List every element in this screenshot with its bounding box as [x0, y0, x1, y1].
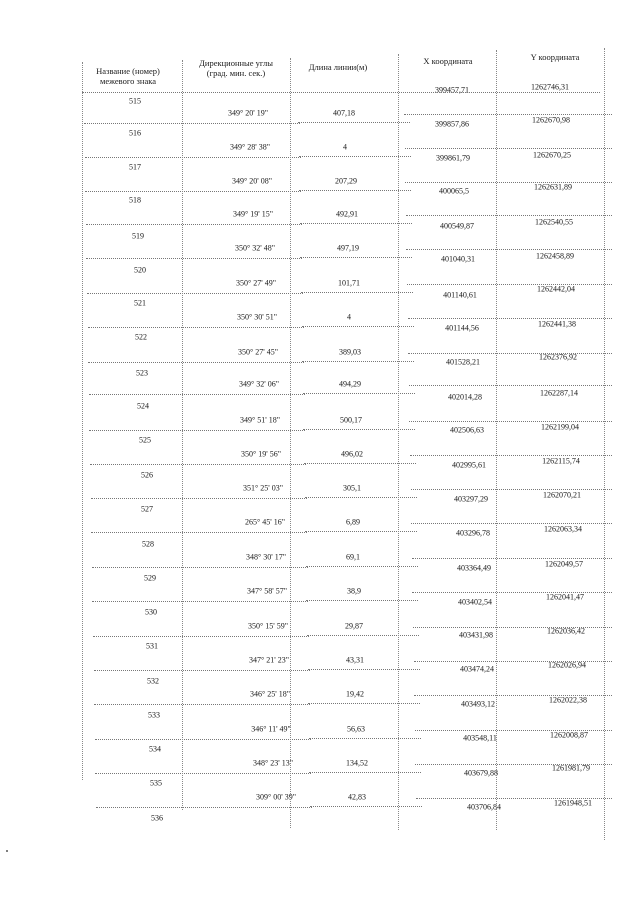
direction-angle: 350° 27' 49"	[236, 278, 276, 288]
line-length: 42,83	[348, 792, 366, 802]
row-rule	[94, 670, 310, 671]
x-coordinate: 403706,84	[467, 802, 501, 812]
scan-speck	[6, 850, 8, 852]
row-rule	[300, 257, 412, 258]
y-coordinate: 1262287,14	[540, 388, 578, 398]
row-rule	[302, 326, 414, 327]
row-rule	[308, 669, 420, 670]
x-coordinate: 402995,61	[452, 460, 486, 470]
y-coordinate: 1262746,31	[531, 82, 569, 92]
x-coordinate: 403679,88	[464, 768, 498, 778]
y-coordinate: 1262540,55	[535, 217, 573, 227]
row-rule	[309, 738, 421, 739]
row-rule	[408, 353, 612, 354]
y-coordinate: 1262670,25	[533, 150, 571, 160]
row-rule	[411, 489, 612, 490]
direction-angle: 349° 20' 19"	[228, 108, 268, 118]
direction-angle: 350° 30' 51"	[237, 312, 277, 322]
column-rule	[182, 60, 183, 810]
y-coordinate: 1262036,42	[547, 626, 585, 636]
direction-angle: 265° 45' 16"	[245, 517, 285, 527]
column-rule	[398, 54, 399, 830]
point-name: 521	[134, 298, 146, 308]
row-rule	[85, 157, 301, 158]
direction-angle: 348° 23' 13"	[253, 758, 293, 768]
row-rule	[409, 385, 612, 386]
header-angle: Дирекционные углы (град. мин. сек.)	[199, 58, 273, 78]
row-rule	[84, 123, 300, 124]
direction-angle: 350° 27' 45"	[238, 347, 278, 357]
row-rule	[404, 114, 612, 115]
row-rule	[411, 523, 612, 524]
line-length: 101,71	[338, 278, 360, 288]
point-name: 532	[147, 676, 159, 686]
y-coordinate: 1262041,47	[546, 592, 584, 602]
point-name: 533	[148, 710, 160, 720]
row-rule	[89, 430, 305, 431]
direction-angle: 349° 19' 15"	[233, 209, 273, 219]
row-rule	[307, 635, 419, 636]
point-name: 529	[144, 573, 156, 583]
y-coordinate: 1262063,34	[544, 524, 582, 534]
row-rule	[298, 122, 410, 123]
row-rule	[304, 463, 416, 464]
row-rule	[305, 497, 417, 498]
row-rule	[415, 764, 612, 765]
row-rule	[306, 566, 418, 567]
x-coordinate: 399857,86	[435, 119, 469, 129]
y-coordinate: 1262441,38	[538, 319, 576, 329]
point-name: 520	[134, 265, 146, 275]
x-coordinate: 401144,56	[445, 323, 479, 333]
line-length: 56,63	[347, 724, 365, 734]
line-length: 19,42	[346, 689, 364, 699]
direction-angle: 349° 32' 06"	[239, 379, 279, 389]
x-coordinate: 403402,54	[458, 597, 492, 607]
header-y: Y координата	[530, 52, 580, 62]
row-rule	[412, 558, 612, 559]
y-coordinate: 1262115,74	[542, 456, 580, 466]
line-length: 69,1	[346, 552, 360, 562]
y-coordinate: 1261981,79	[552, 763, 590, 773]
point-name: 525	[139, 435, 151, 445]
x-coordinate: 399457,71	[435, 85, 469, 95]
x-coordinate: 401040,31	[441, 254, 475, 264]
direction-angle: 349° 28' 38"	[230, 142, 270, 152]
direction-angle: 351° 25' 03"	[243, 483, 283, 493]
y-coordinate: 1262458,89	[536, 251, 574, 261]
point-name: 523	[136, 368, 148, 378]
point-name: 517	[129, 162, 141, 172]
row-rule	[94, 704, 310, 705]
point-name: 536	[151, 813, 163, 823]
y-coordinate: 1262199,04	[541, 422, 579, 432]
y-coordinate: 1262026,94	[548, 660, 586, 670]
y-coordinate: 1262442,04	[537, 284, 575, 294]
point-name: 518	[129, 195, 141, 205]
y-coordinate: 1262049,57	[545, 559, 583, 569]
row-rule	[405, 148, 612, 149]
row-rule	[300, 223, 412, 224]
x-coordinate: 401528,21	[446, 357, 480, 367]
direction-angle: 347° 58' 57"	[247, 586, 287, 596]
row-rule	[95, 773, 311, 774]
line-length: 496,02	[341, 449, 363, 459]
y-coordinate: 1262008,87	[550, 730, 588, 740]
row-rule	[306, 600, 418, 601]
point-name: 534	[149, 744, 161, 754]
direction-angle: 309° 00' 39"	[256, 792, 296, 802]
header-name: Название (номер) межевого знака	[96, 66, 160, 86]
row-rule	[409, 421, 612, 422]
y-coordinate: 1262631,89	[534, 182, 572, 192]
header-x: X координата	[423, 56, 473, 66]
line-length: 407,18	[333, 108, 355, 118]
row-rule	[82, 92, 600, 93]
row-rule	[408, 318, 612, 319]
y-coordinate: 1262670,98	[532, 115, 570, 125]
row-rule	[90, 464, 306, 465]
point-name: 531	[146, 641, 158, 651]
direction-angle: 350° 32' 48"	[235, 243, 275, 253]
line-length: 494,29	[339, 379, 361, 389]
point-name: 522	[135, 332, 147, 342]
line-length: 389,03	[339, 347, 361, 357]
y-coordinate: 1262070,21	[543, 490, 581, 500]
point-name: 515	[129, 96, 141, 106]
direction-angle: 346° 11' 49"	[251, 724, 291, 734]
row-rule	[309, 772, 421, 773]
row-rule	[405, 182, 612, 183]
line-length: 4	[343, 142, 347, 152]
row-rule	[91, 532, 307, 533]
row-rule	[414, 661, 612, 662]
row-rule	[88, 327, 304, 328]
direction-angle: 350° 15' 59"	[248, 621, 288, 631]
x-coordinate: 403296,78	[456, 528, 490, 538]
line-length: 6,89	[346, 517, 360, 527]
line-length: 500,17	[340, 415, 362, 425]
row-rule	[413, 627, 612, 628]
row-rule	[308, 703, 420, 704]
y-coordinate: 1262022,38	[549, 695, 587, 705]
direction-angle: 346° 25' 18"	[250, 689, 290, 699]
line-length: 134,52	[346, 758, 368, 768]
line-length: 38,9	[347, 586, 361, 596]
column-rule	[496, 50, 497, 830]
line-length: 492,91	[336, 209, 358, 219]
row-rule	[412, 592, 612, 593]
direction-angle: 347° 21' 23"	[249, 655, 289, 665]
direction-angle: 350° 19' 56"	[241, 449, 281, 459]
row-rule	[414, 695, 612, 696]
y-coordinate: 1262376,92	[539, 352, 577, 362]
line-length: 43,31	[346, 655, 364, 665]
x-coordinate: 403493,12	[461, 699, 495, 709]
row-rule	[96, 807, 312, 808]
direction-angle: 348° 30' 17"	[246, 552, 286, 562]
x-coordinate: 403431,98	[459, 630, 493, 640]
line-length: 305,1	[343, 483, 361, 493]
point-name: 528	[142, 539, 154, 549]
point-name: 524	[137, 401, 149, 411]
line-length: 207,29	[335, 176, 357, 186]
row-rule	[87, 293, 303, 294]
row-rule	[310, 806, 422, 807]
x-coordinate: 403474,24	[460, 664, 494, 674]
point-name: 535	[150, 778, 162, 788]
y-coordinate: 1261948,51	[554, 798, 592, 808]
row-rule	[92, 567, 308, 568]
row-rule	[415, 730, 612, 731]
x-coordinate: 399861,79	[436, 153, 470, 163]
x-coordinate: 403364,49	[457, 563, 491, 573]
x-coordinate: 402014,28	[448, 392, 482, 402]
header-length: Длина линии(м)	[308, 62, 368, 72]
direction-angle: 349° 20' 08"	[232, 176, 272, 186]
row-rule	[406, 215, 612, 216]
line-length: 29,87	[345, 621, 363, 631]
x-coordinate: 403548,11	[463, 733, 497, 743]
row-rule	[89, 394, 305, 395]
row-rule	[91, 498, 307, 499]
point-name: 530	[145, 607, 157, 617]
x-coordinate: 400549,87	[440, 221, 474, 231]
line-length: 497,19	[337, 243, 359, 253]
row-rule	[299, 156, 411, 157]
point-name: 516	[129, 128, 141, 138]
row-rule	[406, 249, 612, 250]
column-rule	[604, 48, 605, 840]
row-rule	[407, 284, 612, 285]
row-rule	[86, 224, 302, 225]
column-rule	[82, 62, 83, 780]
row-rule	[88, 362, 304, 363]
x-coordinate: 400065,5	[439, 186, 469, 196]
row-rule	[95, 739, 311, 740]
row-rule	[299, 190, 411, 191]
row-rule	[92, 601, 308, 602]
row-rule	[410, 455, 612, 456]
x-coordinate: 401140,61	[443, 290, 477, 300]
direction-angle: 349° 51' 18"	[240, 415, 280, 425]
point-name: 526	[141, 470, 153, 480]
line-length: 4	[347, 312, 351, 322]
point-name: 527	[141, 504, 153, 514]
column-rule	[290, 58, 291, 828]
row-rule	[305, 531, 417, 532]
row-rule	[416, 798, 612, 799]
point-name: 519	[132, 231, 144, 241]
row-rule	[93, 636, 309, 637]
row-rule	[301, 292, 413, 293]
x-coordinate: 402506,63	[450, 425, 484, 435]
row-rule	[86, 258, 302, 259]
row-rule	[85, 191, 301, 192]
x-coordinate: 403297,29	[454, 494, 488, 504]
